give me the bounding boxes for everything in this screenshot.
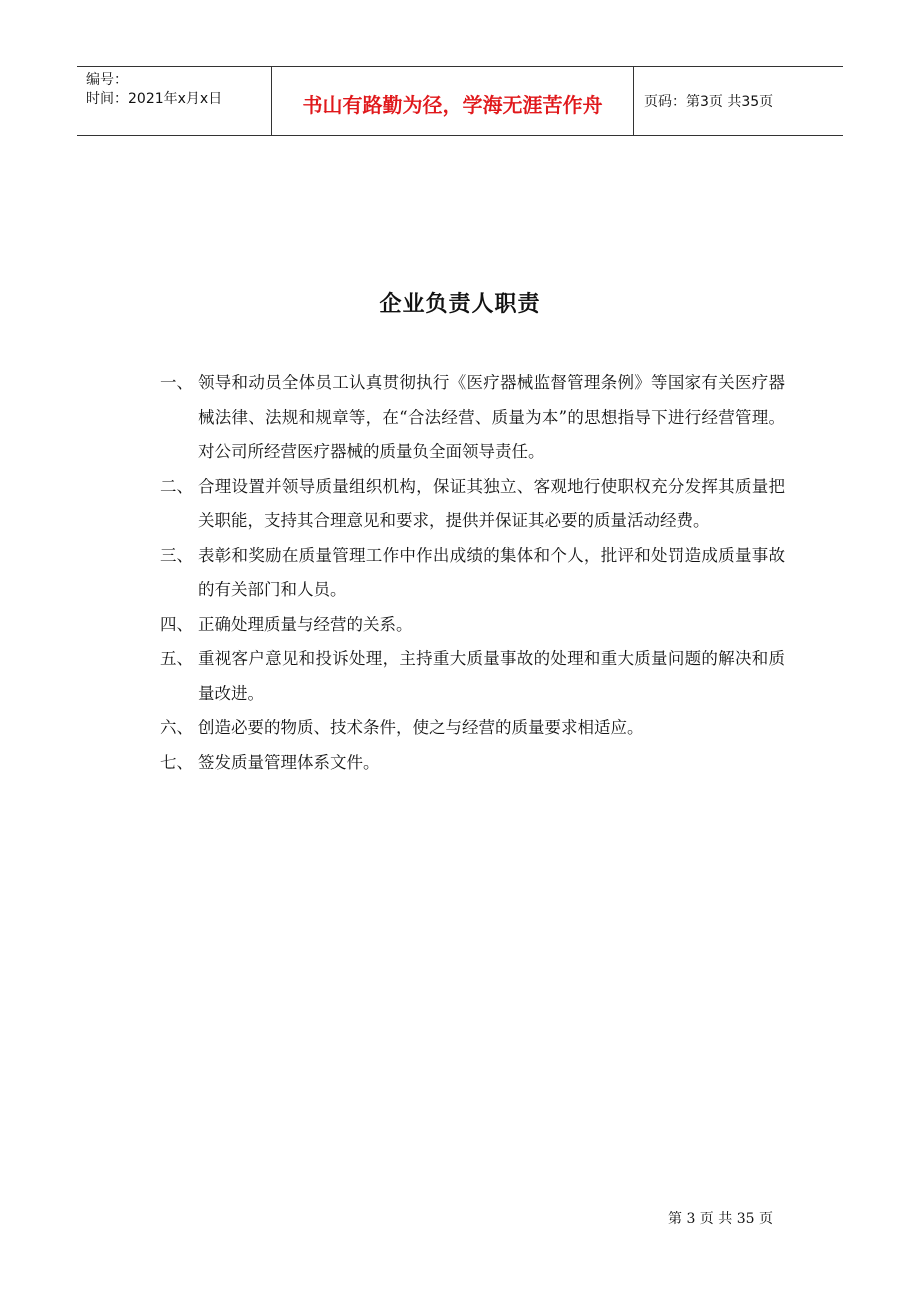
list-item [160, 746, 785, 781]
item-number: 三、 [160, 545, 193, 565]
item-number: 七、 [160, 752, 193, 772]
serial-number-label: 编号： [86, 72, 128, 88]
document-title: 企业负责人职责 [379, 291, 541, 317]
item-number: 一、 [160, 373, 193, 392]
item-number: 二、 [160, 476, 193, 496]
item-text: 表彰和奖励在质量管理工作中作出成绩的集体和个人，批评和处罚造成质量事故的有关部门和人员。 [198, 545, 785, 599]
item-number: 六、 [160, 718, 193, 737]
item-text: 合理设置并领导质量组织机构，保证其独立、客观地行使职权充分发挥其质量把关职能，支持其合理意见和要求，提供并保证其必要的质量活动经费。 [198, 476, 785, 530]
header-page-number: 页码：第3页 共35页 [644, 94, 774, 110]
list-item [160, 608, 785, 643]
item-text: 正确处理质量与经营的关系。 [198, 614, 413, 634]
list-item [160, 711, 785, 746]
item-text: 重视客户意见和投诉处理，主持重大质量事故的处理和重大质量问题的解决和质量改进。 [198, 649, 785, 703]
list-item [160, 539, 785, 608]
page-header [77, 66, 843, 136]
item-number: 五、 [160, 649, 193, 668]
item-text: 创造必要的物质、技术条件，使之与经营的质量要求相适应。 [198, 718, 644, 737]
footer-page-number: 第 3 页 共 35 页 [668, 1211, 773, 1227]
item-text: 签发质量管理体系文件。 [198, 752, 380, 772]
header-motto: 书山有路勤为径，学海无涯苦作舟 [302, 93, 603, 117]
list-item [160, 470, 785, 539]
item-text: 领导和动员全体员工认真贯彻执行《医疗器械监督管理条例》等国家有关医疗器械法律、法规和规章等，在“合法经营、质量为本”的思想指导下进行经营管理。对公司所经营医疗器械的质量负全面领导责任。 [198, 373, 785, 461]
date-label: 时间：2021年x月x日 [86, 91, 223, 107]
header-page-cell [634, 67, 843, 135]
list-item [160, 366, 785, 470]
item-number: 四、 [160, 614, 193, 634]
header-info-cell [77, 67, 272, 135]
header-motto-cell [272, 67, 634, 135]
list-item [160, 642, 785, 711]
duty-list [160, 366, 785, 780]
